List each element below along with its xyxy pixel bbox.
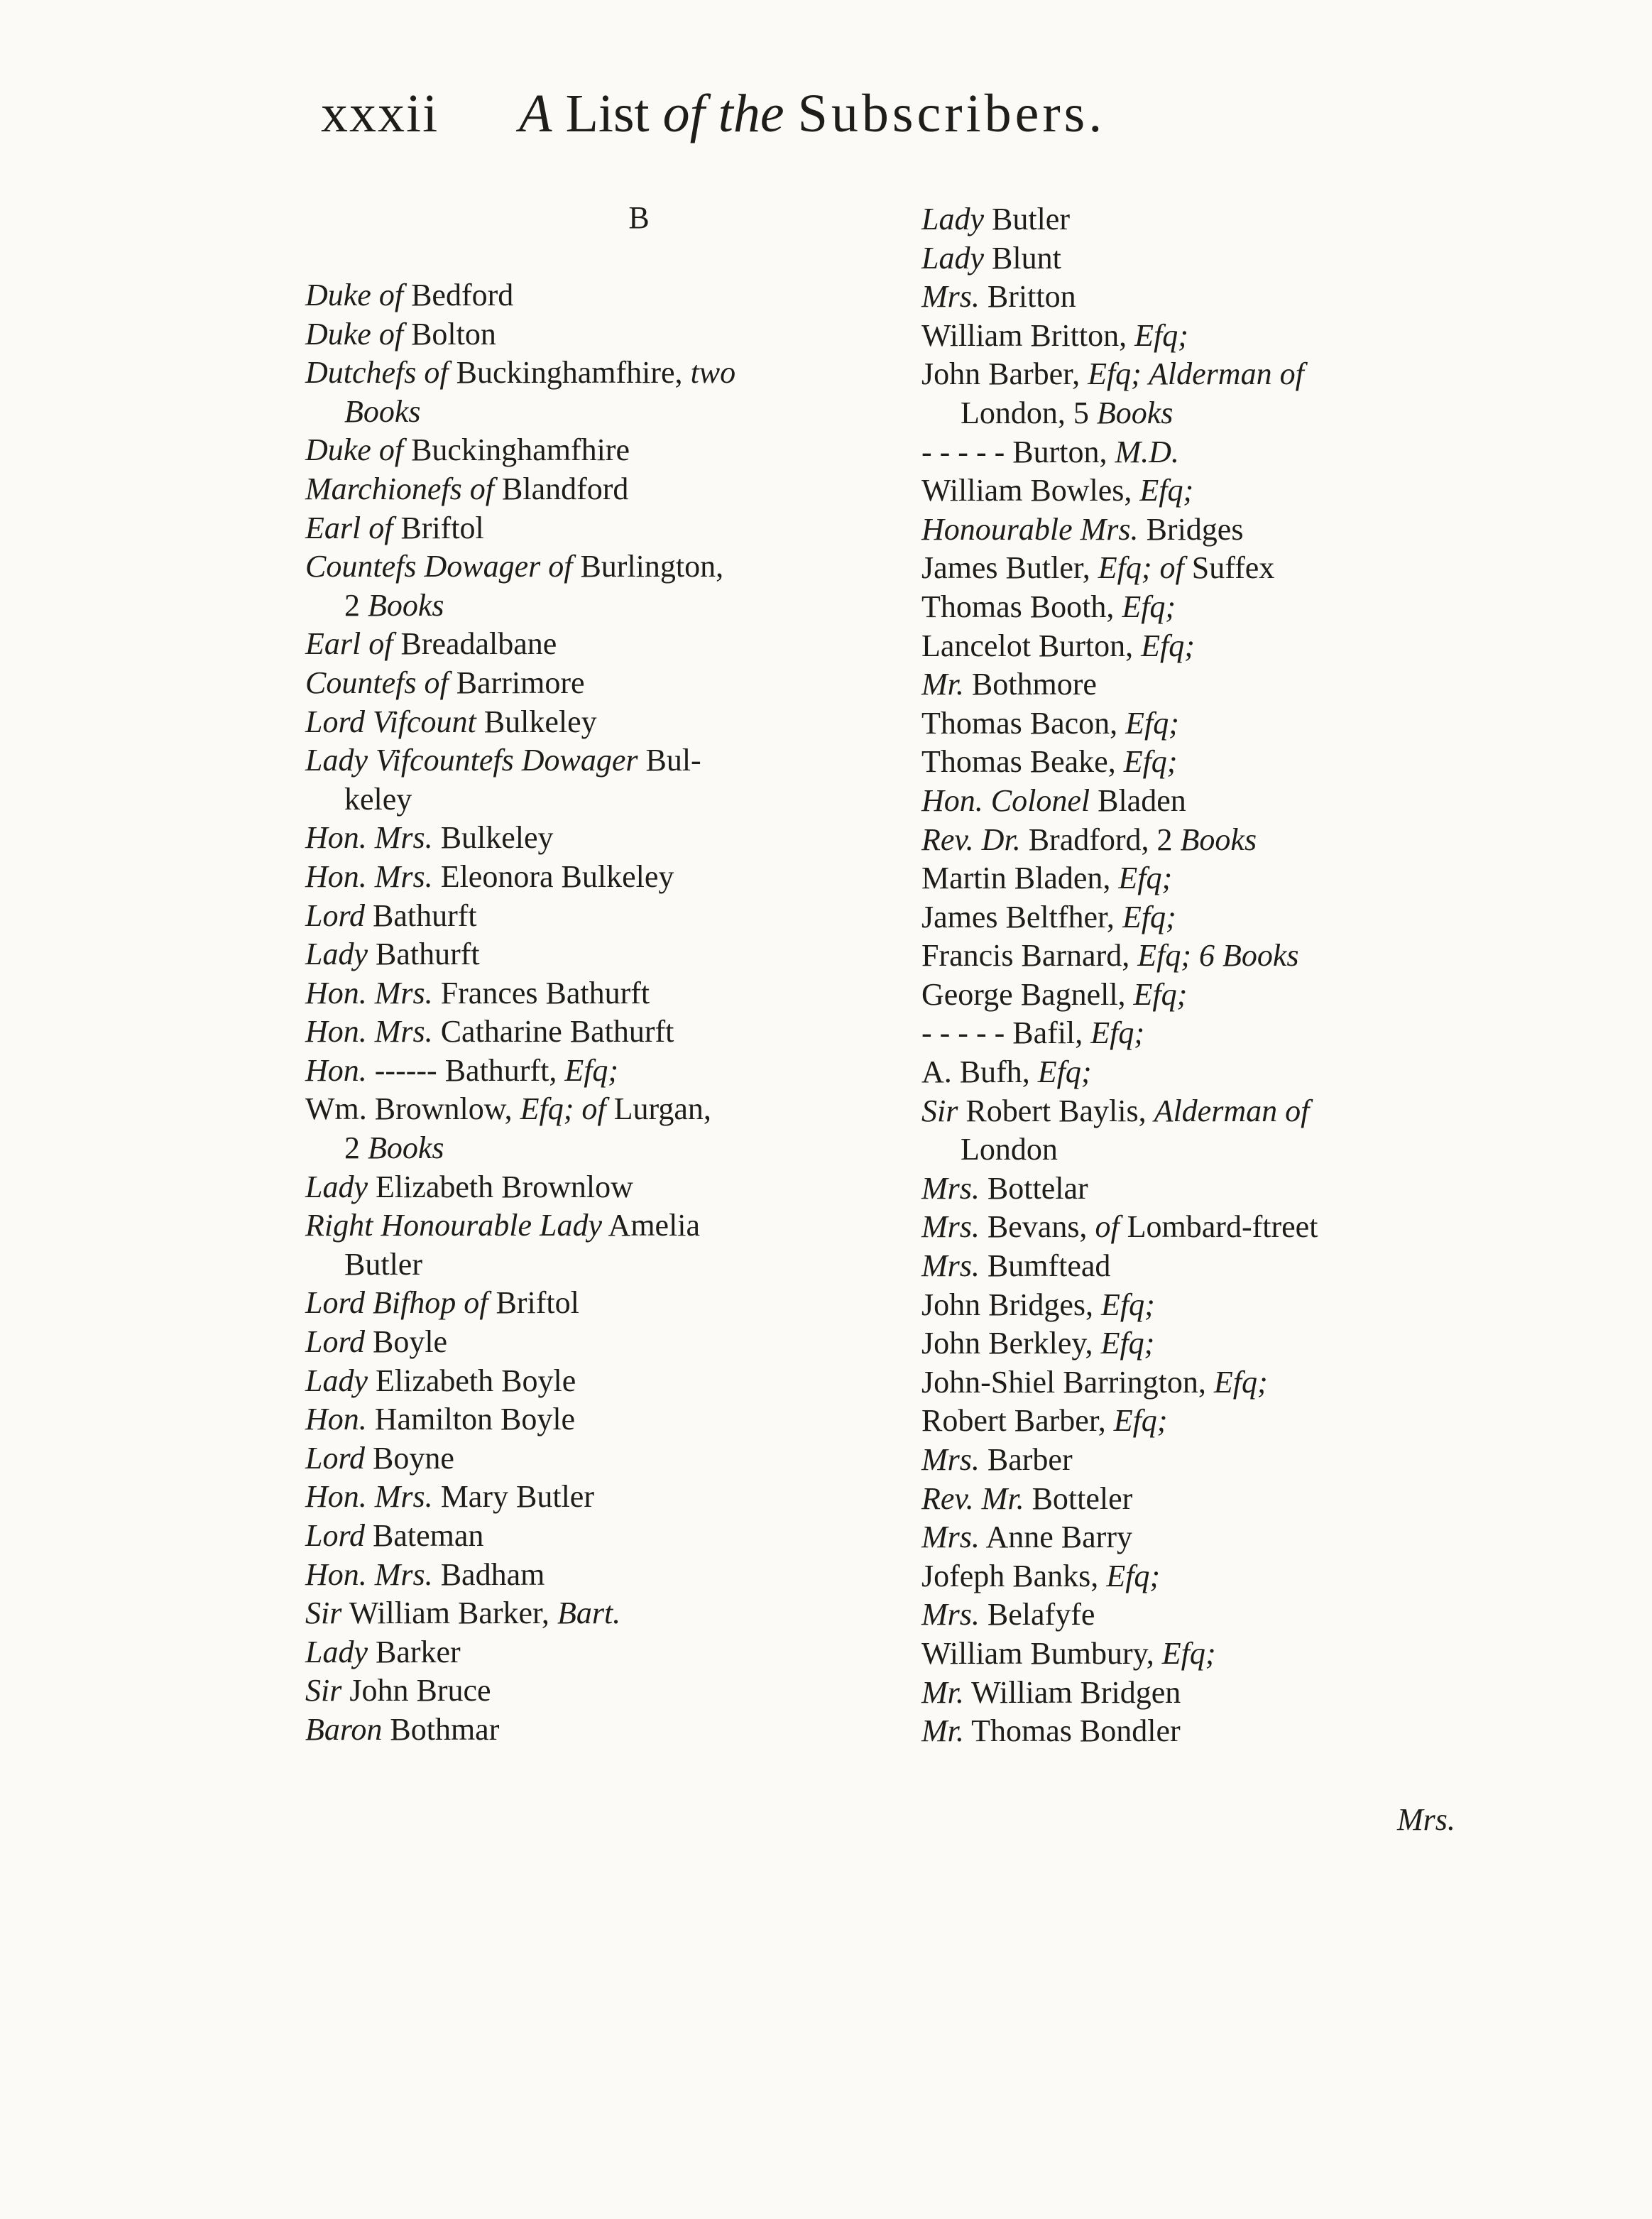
subscriber-entry — [921, 1441, 1560, 1480]
entry-segment: Bothmore — [963, 667, 1097, 702]
subscriber-entry — [305, 354, 944, 393]
entry-segment: two — [690, 355, 736, 391]
entry-segment: Baron — [305, 1711, 383, 1747]
entry-segment: Blunt — [984, 240, 1061, 276]
subscriber-entry — [305, 1013, 944, 1052]
entry-segment: Frances Bathurft — [432, 975, 650, 1010]
entry-segment: Francis Barnard, — [921, 938, 1138, 974]
entry-segment: Barker — [368, 1634, 461, 1669]
entry-segment: Countefs of — [305, 665, 449, 700]
entry-segment: Efq; — [1123, 744, 1178, 780]
entry-segment: Bevans, — [979, 1209, 1095, 1245]
entry-segment: Efq; 6 Books — [1137, 938, 1299, 974]
entry-segment: Sir — [921, 1093, 958, 1128]
entry-segment: Amelia — [601, 1208, 701, 1243]
entry-segment: Efq; — [1037, 1054, 1092, 1090]
entry-segment: Martin Bladen, — [921, 861, 1119, 896]
entry-segment: Bulkeley — [476, 704, 597, 739]
entry-segment: Hon. — [305, 1402, 367, 1437]
entry-segment: Dutchefs of — [305, 355, 449, 391]
entry-segment: Lady — [921, 202, 984, 236]
entry-segment: Mrs. — [921, 1248, 980, 1284]
entry-segment: Lady — [921, 240, 984, 276]
entry-segment: Breadalbane — [393, 626, 557, 662]
entry-segment: Efq; Alderman of — [1088, 356, 1304, 392]
entry-segment: keley — [344, 781, 412, 817]
entry-segment: Elizabeth Boyle — [368, 1363, 576, 1398]
entry-segment: Hon. Mrs. — [305, 858, 433, 894]
entry-segment: Books — [344, 393, 421, 429]
entry-segment: 2 — [344, 1130, 368, 1166]
entry-segment: 2 — [344, 587, 368, 623]
subscriber-entry — [305, 664, 944, 703]
subscriber-entry — [305, 1284, 944, 1323]
entry-segment: Anne Barry — [979, 1520, 1132, 1555]
entry-segment: Thomas Bondler — [963, 1713, 1181, 1749]
subscriber-entry — [305, 1362, 944, 1401]
subscriber-entry — [305, 1052, 944, 1091]
header-title-c: of the — [662, 84, 784, 143]
entry-segment: Books — [368, 1130, 444, 1166]
entry-segment: Lord Bifhop of — [305, 1285, 488, 1321]
subscriber-entry — [921, 821, 1560, 860]
entry-segment: Bulkeley — [432, 820, 554, 856]
entry-segment: Lord — [305, 1518, 365, 1553]
entry-segment: Sir — [305, 1673, 342, 1708]
entry-segment: William Bumbury, — [921, 1635, 1162, 1671]
entry-segment: Lady Vifcountefs Dowager — [305, 743, 638, 778]
subscriber-entry — [305, 393, 944, 432]
entry-segment: of — [1095, 1209, 1120, 1245]
entry-segment: William Barker, — [341, 1596, 557, 1631]
entry-segment: Efq; — [1133, 976, 1188, 1012]
entry-segment: Rev. Dr. — [921, 822, 1021, 857]
subscriber-entry — [305, 276, 944, 315]
subscriber-entry — [921, 976, 1560, 1015]
entry-segment: - - - - - Burton, — [921, 434, 1115, 469]
entry-segment: Boyle — [364, 1324, 448, 1360]
entry-segment: Right Honourable Lady — [305, 1208, 602, 1243]
entry-segment: James Beltfher, — [921, 899, 1122, 934]
entry-segment: Barber — [979, 1442, 1073, 1477]
entry-segment: Blandford — [494, 471, 629, 506]
entry-segment: Sir — [305, 1596, 342, 1631]
subscriber-entry — [305, 780, 944, 819]
entry-segment: Jofeph Banks, — [921, 1558, 1107, 1593]
entry-segment: Thomas Bacon, — [921, 705, 1126, 741]
subscriber-entry — [305, 819, 944, 858]
entry-segment: Butler — [984, 202, 1070, 236]
entry-segment: Mr. — [921, 1713, 964, 1749]
entry-segment: ------ Bathurft, — [366, 1052, 565, 1088]
subscriber-entry — [921, 511, 1560, 550]
entry-segment: Honourable Mrs. — [921, 511, 1139, 547]
subscriber-column-left — [305, 199, 944, 1750]
entry-segment: Buckinghamfhire — [403, 432, 630, 468]
entry-segment: Duke of — [305, 316, 404, 351]
subscriber-entry — [305, 1439, 944, 1478]
subscriber-entry — [921, 1480, 1560, 1519]
entry-segment: William Britton, — [921, 317, 1135, 353]
subscriber-entry — [921, 1557, 1560, 1596]
entry-segment: Efq; — [1101, 1287, 1155, 1322]
entry-segment: Lady — [305, 937, 368, 972]
header-title-b: List — [565, 84, 650, 143]
entry-segment: Botteler — [1024, 1481, 1133, 1516]
subscriber-entry — [921, 704, 1560, 743]
entry-segment: Robert Baylis, — [958, 1093, 1154, 1128]
entry-segment: Bolton — [403, 316, 496, 351]
entry-segment: Books — [1096, 395, 1174, 430]
section-letter — [305, 199, 944, 276]
entry-segment: John Barber, — [921, 356, 1088, 392]
entry-segment: Briftol — [488, 1285, 579, 1321]
subscriber-entry — [305, 858, 944, 897]
subscriber-entry — [305, 587, 944, 626]
entry-segment: Bateman — [364, 1518, 484, 1553]
subscriber-entry — [921, 1247, 1560, 1286]
subscriber-entry — [921, 239, 1560, 278]
subscriber-entry — [921, 355, 1560, 394]
entry-segment: Marchionefs of — [305, 471, 494, 506]
entry-segment: Bridges — [1138, 511, 1244, 547]
entry-segment: Efq; — [1122, 589, 1176, 624]
entry-segment: - - - - - Bafil, — [921, 1015, 1091, 1051]
entry-segment: John Bruce — [341, 1673, 491, 1708]
subscriber-entry — [305, 1400, 944, 1439]
subscriber-entry — [305, 1594, 944, 1633]
entry-segment: Thomas Beake, — [921, 744, 1124, 780]
entry-segment: Wm. Brownlow, — [305, 1091, 520, 1127]
entry-segment: Duke of — [305, 278, 404, 312]
header-title-d: Subscribers. — [797, 84, 1106, 143]
subscriber-entry — [305, 1478, 944, 1517]
subscriber-entry — [305, 470, 944, 509]
entry-segment: Efq; — [1125, 705, 1179, 741]
entry-segment: Efq; — [1141, 628, 1195, 663]
entry-segment: Belafyfe — [979, 1597, 1095, 1632]
subscriber-entry — [921, 859, 1560, 898]
entry-segment: Efq; — [1139, 473, 1194, 508]
subscriber-entry — [921, 627, 1560, 666]
subscriber-entry — [921, 1053, 1560, 1092]
entry-segment: Butler — [344, 1246, 422, 1282]
entry-segment: Mrs. — [921, 279, 980, 315]
entry-segment: Efq; — [1118, 861, 1173, 896]
subscriber-entry — [921, 200, 1560, 239]
entry-segment: Earl of — [305, 626, 393, 662]
entry-segment: Badham — [432, 1556, 545, 1592]
entry-segment: Buckinghamfhire, — [448, 355, 691, 391]
entry-segment: Eleonora Bulkeley — [432, 858, 674, 894]
subscriber-entry — [921, 898, 1560, 937]
entry-segment: M.D. — [1115, 434, 1179, 469]
subscriber-entry — [921, 1092, 1560, 1131]
subscriber-entry — [921, 665, 1560, 704]
entry-segment: Efq; — [1134, 317, 1188, 353]
subscriber-entry — [305, 315, 944, 354]
entry-segment: Efq; — [1161, 1635, 1216, 1671]
entry-segment: Mrs. — [921, 1170, 980, 1206]
subscriber-entry — [921, 278, 1560, 317]
entry-segment: Lurgan, — [606, 1091, 711, 1127]
entry-segment: Bladen — [1090, 783, 1186, 818]
subscriber-entry — [305, 1168, 944, 1207]
entry-segment: Efq; — [564, 1052, 619, 1088]
entry-segment: Burlington, — [572, 549, 724, 584]
subscriber-entry — [921, 1363, 1560, 1402]
entry-segment: Lancelot Burton, — [921, 628, 1142, 663]
subscriber-entry — [921, 433, 1560, 472]
entry-segment: Bedford — [403, 278, 514, 312]
entry-segment: Hamilton Boyle — [366, 1402, 576, 1437]
entry-segment: John Berkley, — [921, 1326, 1101, 1361]
subscriber-entry — [305, 1323, 944, 1362]
entry-segment: Bathurft — [368, 937, 480, 972]
subscriber-column-right — [921, 200, 1560, 1751]
entry-segment: Suffex — [1183, 550, 1275, 586]
entry-segment: Hon. Mrs. — [305, 975, 433, 1010]
subscriber-entry — [305, 1090, 944, 1129]
subscriber-entry — [921, 743, 1560, 782]
subscriber-entry — [305, 509, 944, 548]
entry-segment: Books — [368, 587, 444, 623]
entry-segment: Mrs. — [921, 1520, 980, 1555]
subscriber-entry — [305, 1517, 944, 1556]
subscriber-entry — [305, 1633, 944, 1672]
subscriber-entry — [921, 1170, 1560, 1209]
subscriber-entry — [921, 1712, 1560, 1751]
entry-segment: Hon. Mrs. — [305, 1014, 433, 1049]
entry-segment: Lady — [305, 1634, 368, 1669]
entry-segment: London — [961, 1132, 1058, 1167]
subscriber-entry — [921, 394, 1560, 433]
entry-segment: Mrs. — [921, 1597, 980, 1632]
entry-segment: Boyne — [364, 1440, 454, 1476]
entry-segment: Bathurft — [364, 898, 477, 933]
subscriber-entry — [305, 1672, 944, 1711]
entry-segment: Hon. Mrs. — [305, 1556, 433, 1592]
subscriber-entry — [921, 1635, 1560, 1674]
entry-segment: Briftol — [393, 510, 484, 545]
entry-segment: Lombard-ftreet — [1119, 1209, 1318, 1245]
entry-segment: Hon. Mrs. — [305, 820, 433, 856]
running-header — [321, 78, 1386, 156]
subscriber-entry — [921, 1518, 1560, 1557]
entry-segment: Lord Vifcount — [305, 704, 476, 739]
entry-segment: Rev. Mr. — [921, 1481, 1024, 1516]
subscriber-entry — [305, 703, 944, 742]
entry-segment: John Bridges, — [921, 1287, 1101, 1322]
subscriber-entry — [921, 1674, 1560, 1713]
catchword: Mrs. — [1397, 1802, 1455, 1837]
entry-segment: Efq; — [1090, 1015, 1145, 1051]
subscriber-entry — [305, 974, 944, 1013]
entry-segment: Efq; — [1106, 1558, 1161, 1593]
entry-segment: Efq; — [1122, 899, 1176, 934]
subscriber-entry — [305, 431, 944, 470]
subscriber-entry — [921, 588, 1560, 627]
entry-segment: Catharine Bathurft — [432, 1014, 674, 1049]
entry-segment: Mary Butler — [432, 1479, 594, 1515]
entry-segment: Mr. — [921, 1674, 964, 1710]
header-title-a: A — [519, 84, 552, 143]
subscriber-entry — [921, 1324, 1560, 1363]
subscriber-entry — [921, 549, 1560, 588]
subscriber-entry — [921, 1014, 1560, 1053]
subscriber-entry — [921, 1286, 1560, 1325]
entry-segment: Lord — [305, 898, 365, 933]
entry-segment: Mrs. — [921, 1442, 980, 1477]
subscriber-entry — [921, 1208, 1560, 1247]
entry-segment: Britton — [979, 279, 1076, 315]
subscriber-entry — [921, 1596, 1560, 1635]
subscriber-entry — [305, 1556, 944, 1595]
entry-segment: Duke of — [305, 432, 404, 468]
entry-segment: Bart. — [557, 1596, 621, 1631]
entry-segment: Countefs Dowager of — [305, 549, 573, 584]
entry-segment: Bradford, 2 — [1020, 822, 1181, 857]
entry-segment: Mr. — [921, 667, 964, 702]
entry-segment: William Bowles, — [921, 473, 1140, 508]
entry-segment: Barrimore — [448, 665, 585, 700]
entry-segment: Bottelar — [979, 1170, 1088, 1206]
section-letter-text: B — [628, 200, 650, 235]
entry-segment: A. Bufh, — [921, 1054, 1038, 1090]
entry-segment: Bothmar — [382, 1711, 500, 1747]
subscriber-entry — [305, 897, 944, 936]
entry-segment: James Butler, — [921, 550, 1098, 586]
subscriber-entry — [305, 935, 944, 974]
subscriber-entry — [921, 471, 1560, 511]
subscriber-entry — [921, 1130, 1560, 1170]
entry-segment: Thomas Booth, — [921, 589, 1122, 624]
subscriber-entry — [305, 547, 944, 587]
entry-segment: Elizabeth Brownlow — [368, 1169, 633, 1204]
entry-segment: Lord — [305, 1440, 365, 1476]
entry-segment: Hon. Mrs. — [305, 1479, 433, 1515]
subscriber-entry — [921, 782, 1560, 821]
entry-segment: Alderman of — [1154, 1093, 1310, 1128]
entry-segment: London, 5 — [961, 395, 1097, 430]
subscriber-entry — [921, 317, 1560, 356]
entry-segment: George Bagnell, — [921, 976, 1134, 1012]
entry-segment: John-Shiel Barrington, — [921, 1364, 1214, 1400]
entry-segment: Lord — [305, 1324, 365, 1360]
entry-segment: Robert Barber, — [921, 1403, 1114, 1439]
entry-segment: Efq; — [1100, 1326, 1155, 1361]
entry-segment: Bumftead — [979, 1248, 1111, 1284]
entry-segment: Hon. — [305, 1052, 367, 1088]
entry-segment: Mrs. — [921, 1209, 980, 1245]
entry-segment: Efq; — [1213, 1364, 1268, 1400]
entry-segment: Hon. Colonel — [921, 783, 1090, 818]
page-number: xxxii — [321, 84, 439, 143]
entry-segment: Lady — [305, 1363, 368, 1398]
subscriber-entry — [305, 1129, 944, 1168]
subscriber-entry — [921, 937, 1560, 976]
entry-segment: Earl of — [305, 510, 393, 545]
entry-segment: William Bridgen — [963, 1674, 1181, 1710]
entry-segment: Efq; — [1113, 1403, 1168, 1439]
entry-segment: Efq; of — [520, 1091, 606, 1127]
entry-segment: Books — [1180, 822, 1257, 857]
entry-segment: Bul- — [638, 743, 701, 778]
subscriber-entry — [305, 741, 944, 780]
entry-segment: Efq; of — [1098, 550, 1184, 586]
subscriber-entry — [305, 1711, 944, 1750]
subscriber-entry — [305, 1206, 944, 1245]
entry-segment: Lady — [305, 1169, 368, 1204]
subscriber-entry — [305, 625, 944, 664]
subscriber-entry — [305, 1245, 944, 1285]
subscriber-entry — [921, 1402, 1560, 1441]
